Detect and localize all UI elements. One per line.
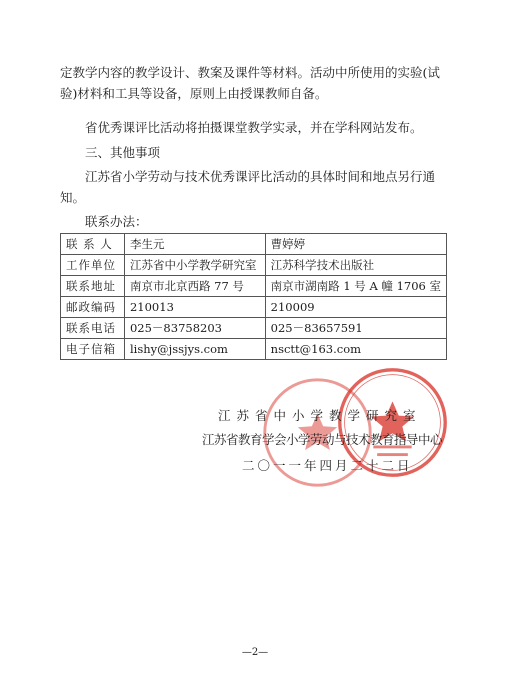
row-label-contact-person: 联 系 人	[61, 234, 125, 255]
row-label-workplace: 工作单位	[61, 255, 125, 276]
table-row	[61, 318, 447, 339]
contact-b-postcode: 210009	[265, 297, 446, 318]
contact-b-phone: 025－83657591	[265, 318, 446, 339]
contact-a-email: lishy@jssjys.com	[124, 339, 265, 360]
row-label-email: 电子信箱	[61, 339, 125, 360]
contact-a-workplace: 江苏省中小学教学研究室	[124, 255, 265, 276]
contact-a-address: 南京市北京西路 77 号	[124, 276, 265, 297]
contact-b-email: nsctt@163.com	[265, 339, 446, 360]
page-number: —2—	[241, 647, 269, 658]
contact-b-name: 曹婷婷	[265, 234, 446, 255]
contact-a-name: 李生元	[124, 234, 265, 255]
table-row	[61, 255, 447, 276]
row-label-address: 联系地址	[61, 276, 125, 297]
paragraph-time-place: 江苏省小学劳动与技术优秀课评比活动的具体时间和地点另行通知。	[60, 169, 436, 205]
row-label-phone: 联系电话	[61, 318, 125, 339]
signature-org-research-office: 江苏省中小学教学研究室	[218, 408, 422, 423]
signature-org-guidance-center: 江苏省教育学会小学劳动与技术教育指导中心	[202, 432, 443, 447]
signature-date: 二〇一一年四月二十二日	[242, 458, 413, 473]
contact-a-phone: 025－83758203	[124, 318, 265, 339]
table-row	[61, 339, 447, 360]
contact-b-address: 南京市湖南路 1 号 A 幢 1706 室	[265, 276, 446, 297]
table-row	[61, 276, 447, 297]
section-heading-other-matters: 三、其他事项	[85, 145, 161, 160]
table-row	[61, 297, 447, 318]
paragraph-recording: 省优秀课评比活动将拍摄课堂教学实录，并在学科网站发布。	[85, 120, 423, 135]
contact-intro: 联系办法：	[85, 214, 148, 229]
contact-table	[60, 233, 447, 360]
paragraph-materials: 定教学内容的教学设计、教案及课件等材料。活动中所使用的实验(试验)材料和工具等设备，原则上由授课教师自备。	[60, 65, 440, 101]
table-row	[61, 234, 447, 255]
row-label-postcode: 邮政编码	[61, 297, 125, 318]
contact-b-workplace: 江苏科学技术出版社	[265, 255, 446, 276]
contact-a-postcode: 210013	[124, 297, 265, 318]
